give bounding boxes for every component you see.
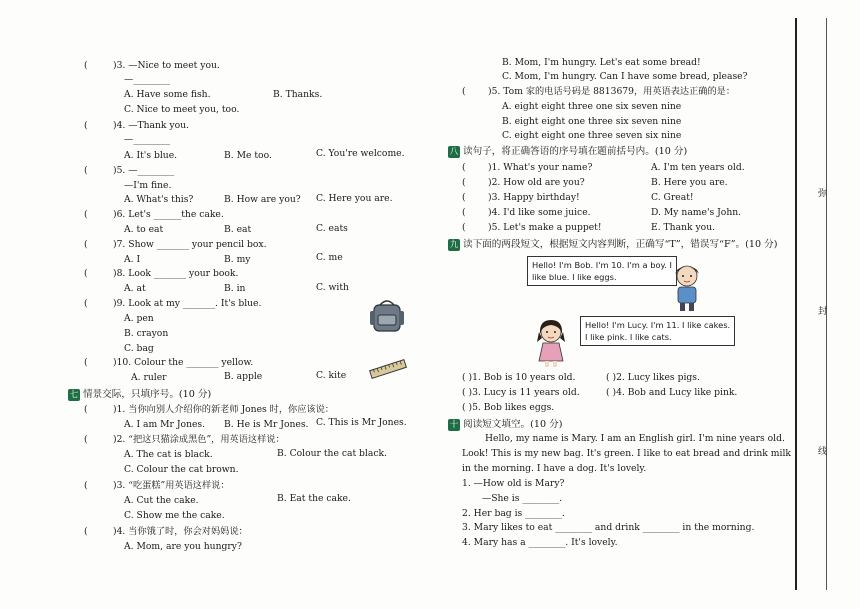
s7-q3-option-b: B. Eat the cake. xyxy=(277,493,351,504)
q6-option-c: C. eats xyxy=(316,223,348,234)
section-title-text: 阅读短文填空。(10 分) xyxy=(463,419,563,430)
s7-q2-option-c: C. Colour the cat brown. xyxy=(124,464,239,475)
s8-q2: )2. How old are you? xyxy=(488,177,585,188)
s9-q5: ( )5. Bob likes eggs. xyxy=(462,402,555,413)
sidebar-mi: 弥 xyxy=(818,189,828,199)
q5-stem: )5. —________ xyxy=(113,165,175,176)
q9-stem: )9. Look at my _______. It's blue. xyxy=(113,298,262,309)
q4-option-b: B. Me too. xyxy=(224,150,272,161)
ruler-icon xyxy=(368,356,408,382)
s8-q1: )1. What's your name? xyxy=(488,162,593,173)
s7-q5-option-a: A. eight eight three one six seven nine xyxy=(502,101,682,112)
girl-icon xyxy=(534,316,568,368)
section-title-text: 读下面的两段短文，根据短文内容判断，正确写“T”，错误写“F”。(10 分) xyxy=(463,239,778,250)
q10-option-a: A. ruler xyxy=(131,372,167,383)
s7-q2-option-b: B. Colour the cat black. xyxy=(277,448,387,459)
s8-answer-e: E. Thank you. xyxy=(651,222,716,233)
speech-bubble-lucy xyxy=(580,316,735,346)
s7-q1-option-c: C. This is Mr Jones. xyxy=(316,417,407,428)
paren: ( xyxy=(84,298,88,309)
s7-q5-option-b: B. eight eight one three six seven nine xyxy=(502,116,682,127)
q6-stem: )6. Let's ______the cake. xyxy=(113,209,224,220)
s7-q1-stem: )1. 当你向别人介绍你的新老师 Jones 时，你应该说： xyxy=(113,404,334,415)
s8-q4: )4. I'd like some juice. xyxy=(488,207,591,218)
s8-answer-a: A. I'm ten years old. xyxy=(651,162,745,173)
s8-q3: )3. Happy birthday! xyxy=(488,192,580,203)
s7-q3-option-c: C. Show me the cake. xyxy=(124,510,225,521)
q8-option-c: C. with xyxy=(316,282,349,293)
section-8-title xyxy=(448,145,687,158)
q3-option-b: B. Thanks. xyxy=(273,89,323,100)
sidebar-xian: 线 xyxy=(818,447,828,457)
q4-option-c: C. You're welcome. xyxy=(316,148,405,159)
paren: ( xyxy=(462,207,466,218)
q6-option-b: B. eat xyxy=(224,224,252,235)
dash: — xyxy=(124,134,134,145)
q10-option-c: C. kite xyxy=(316,370,347,381)
s10-q4: 4. Mary has a ________. It's lovely. xyxy=(462,537,618,548)
s7-q1-option-b: B. He is Mr Jones. xyxy=(224,419,309,430)
q7-option-c: C. me xyxy=(316,252,343,263)
paren: ( xyxy=(84,357,88,368)
s9-q4: ( )4. Bob and Lucy like pink. xyxy=(606,387,738,398)
q8-stem: )8. Look _______ your book. xyxy=(113,268,239,279)
paren: ( xyxy=(462,192,466,203)
section-badge: 九 xyxy=(449,239,459,250)
paren: ( xyxy=(84,165,88,176)
q3-option-a: A. Have some fish. xyxy=(124,89,211,100)
section-badge: 八 xyxy=(449,146,459,157)
paren: ( xyxy=(84,480,88,491)
s7-q5-stem: )5. Tom 家的电话号码是 8813679，用英语表达正确的是： xyxy=(488,86,736,97)
paren: ( xyxy=(84,60,88,71)
s8-q5: )5. Let's make a puppet! xyxy=(488,222,602,233)
q4-option-a: A. It's blue. xyxy=(124,150,178,161)
q7-stem: )7. Show _______ your pencil box. xyxy=(113,239,267,250)
s9-q3: ( )3. Lucy is 11 years old. xyxy=(462,387,580,398)
s10-q1-answer: —She is ________. xyxy=(482,493,563,504)
boy-icon xyxy=(669,258,705,312)
q5-option-a: A. What's this? xyxy=(124,194,194,205)
q5-option-c: C. Here you are. xyxy=(316,193,393,204)
s8-answer-c: C. Great! xyxy=(651,192,694,203)
paren: ( xyxy=(462,162,466,173)
section-title-text: 情景交际，只填序号。(10 分) xyxy=(83,389,212,400)
q10-option-b: B. apple xyxy=(224,371,263,382)
binding-line xyxy=(795,18,797,590)
s7-q4-option-b: B. Mom, I'm hungry. Let's eat some bread! xyxy=(502,57,701,68)
q9-option-b: B. crayon xyxy=(124,328,169,339)
paren: ( xyxy=(84,404,88,415)
q6-option-a: A. to eat xyxy=(124,224,164,235)
q9-option-a: A. pen xyxy=(124,313,154,324)
section-title-text: 读句子，将正确答语的序号填在题前括号内。(10 分) xyxy=(463,146,688,157)
q3-dash: —________ xyxy=(124,74,170,85)
q7-option-b: B. my xyxy=(224,254,251,265)
q5-text: )5. — xyxy=(113,165,138,176)
s8-answer-b: B. Here you are. xyxy=(651,177,728,188)
bubble-line: Hello! I'm Bob. I'm 10. I'm a boy. I xyxy=(532,260,672,270)
school-bag-icon xyxy=(368,297,408,335)
q5-option-b: B. How are you? xyxy=(224,194,301,205)
speech-bubble-bob xyxy=(527,256,677,286)
s7-q1-option-a: A. I am Mr Jones. xyxy=(124,419,206,430)
paren: ( xyxy=(84,526,88,537)
bubble-line: I like pink. I like cats. xyxy=(585,332,672,342)
paren: ( xyxy=(84,209,88,220)
paren: ( xyxy=(84,268,88,279)
s10-q3: 3. Mary likes to eat ________ and drink ________ in the morning. xyxy=(462,522,755,533)
section-badge: 十 xyxy=(449,419,459,430)
section-7-title xyxy=(68,388,211,401)
s10-q2: 2. Her bag is ________. xyxy=(462,508,565,519)
s7-q5-option-c: C. eight eight one three seven six nine xyxy=(502,130,682,141)
passage-line-1: Hello, my name is Mary. I am an English girl. I'm nine years old. xyxy=(485,433,785,444)
q7-option-a: A. I xyxy=(124,254,141,265)
s9-q1: ( )1. Bob is 10 years old. xyxy=(462,372,576,383)
passage-line-2: Look! This is my new bag. It's green. I like to eat bread and drink milk xyxy=(462,448,791,459)
q9-option-c: C. bag xyxy=(124,343,154,354)
q10-stem: )10. Colour the _______ yellow. xyxy=(113,357,254,368)
s7-q3-option-a: A. Cut the cake. xyxy=(124,495,199,506)
section-9-title xyxy=(448,238,777,251)
q3-text: 3. —Nice to meet you. xyxy=(116,60,220,71)
bubble-line: like blue. I like eggs. xyxy=(532,272,617,282)
section-10-title xyxy=(448,418,563,431)
s7-q2-option-a: A. The cat is black. xyxy=(124,449,213,460)
paren: ( xyxy=(462,177,466,188)
q8-option-b: B. in xyxy=(224,283,246,294)
paren: ( xyxy=(462,222,466,233)
s7-q4-option-c: C. Mom, I'm hungry. Can I have some bread, please? xyxy=(502,71,748,82)
section-badge: 七 xyxy=(69,389,79,400)
q8-option-a: A. at xyxy=(124,283,146,294)
paren: ( xyxy=(84,434,88,445)
paren: ( xyxy=(84,120,88,131)
paren: ( xyxy=(84,239,88,250)
sidebar-feng: 封 xyxy=(818,307,828,317)
s7-q4-option-a: A. Mom, are you hungry? xyxy=(124,541,242,552)
s10-q1: 1. —How old is Mary? xyxy=(462,478,565,489)
dash: — xyxy=(124,74,134,85)
bubble-line: Hello! I'm Lucy. I'm 11. I like cakes. xyxy=(585,320,731,330)
q5-reply: —I'm fine. xyxy=(124,180,172,191)
s8-answer-d: D. My name's John. xyxy=(651,207,742,218)
q3-stem: )3. —Nice to meet you. xyxy=(113,60,220,71)
s7-q4-stem: )4. 当你饿了时，你会对妈妈说： xyxy=(113,526,248,537)
q3-option-c: C. Nice to meet you, too. xyxy=(124,104,240,115)
s7-q2-stem: )2. “把这只猫涂成黑色”，用英语这样说： xyxy=(113,434,285,445)
q4-dash: —________ xyxy=(124,134,170,145)
q4-stem: )4. —Thank you. xyxy=(113,120,189,131)
paren: ( xyxy=(462,86,466,97)
s7-q3-stem: )3. “吃蛋糕”用英语这样说： xyxy=(113,480,230,491)
passage-line-3: in the morning. I have a dog. It's lovely. xyxy=(462,463,647,474)
s9-q2: ( )2. Lucy likes pigs. xyxy=(606,372,700,383)
